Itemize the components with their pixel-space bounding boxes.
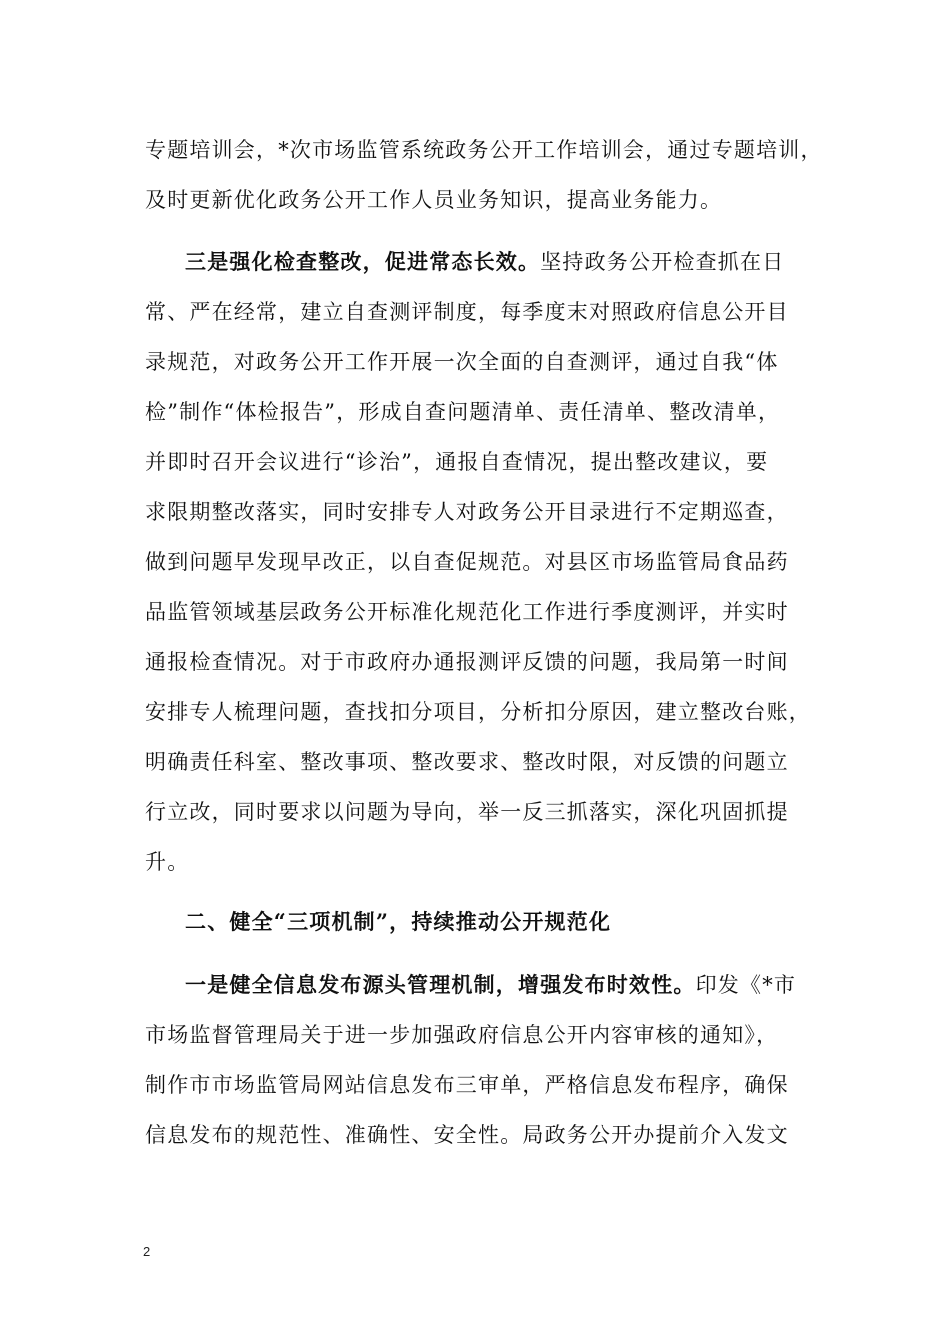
text-line: 检”制作“体检报告”，形成自查问题清单、责任清单、整改清单， [145,400,781,424]
text-segment: 坚持政务公开检查抓在日 [540,250,785,274]
text-line: 专题培训会，*次市场监管系统政务公开工作培训会，通过专题培训， [145,138,823,162]
section-heading: 二、健全“三项机制”，持续推动公开规范化 [185,909,612,934]
paragraph-lead: 三是强化检查整改，促进常态长效。 [185,249,541,274]
paragraph-lead: 一是健全信息发布源头管理机制，增强发布时效性。 [185,972,696,997]
text-line: 市场监督管理局关于进一步加强政府信息公开内容审核的通知》， [145,1023,779,1047]
text-segment: 印发《*市 [695,973,797,997]
text-line: 制作市市场监管局网站信息发布三审单，严格信息发布程序，确保 [145,1073,789,1097]
text-line: 做到问题早发现早改正，以自查促规范。对县区市场监管局食品药 [145,550,789,574]
text-line: 安排专人梳理问题，查找扣分项目，分析扣分原因，建立整改台账， [145,700,811,724]
page-number: 2 [143,1244,151,1259]
text-line: 信息发布的规范性、准确性、安全性。局政务公开办提前介入发文 [145,1123,789,1147]
paragraph-first-line [145,247,875,277]
text-line: 升。 [145,850,190,874]
text-line: 品监管领域基层政务公开标准化规范化工作进行季度测评，并实时 [145,600,789,624]
text-line: 行立改，同时要求以问题为导向，举一反三抓落实，深化巩固抓提 [145,800,789,824]
text-line: 录规范，对政务公开工作开展一次全面的自查测评，通过自我“体 [145,350,779,374]
text-line: 求限期整改落实，同时安排专人对政务公开目录进行不定期巡查， [145,500,789,524]
text-line: 常、严在经常，建立自查测评制度，每季度末对照政府信息公开目 [145,300,789,324]
paragraph-first-line [145,970,875,1000]
text-line: 并即时召开会议进行“诊治”，通报自查情况，提出整改建议，要 [145,450,769,474]
text-line: 及时更新优化政务公开工作人员业务知识，提高业务能力。 [145,188,723,212]
text-line: 通报检查情况。对于市政府办通报测评反馈的问题，我局第一时间 [145,650,789,674]
text-line: 明确责任科室、整改事项、整改要求、整改时限，对反馈的问题立 [145,750,789,774]
